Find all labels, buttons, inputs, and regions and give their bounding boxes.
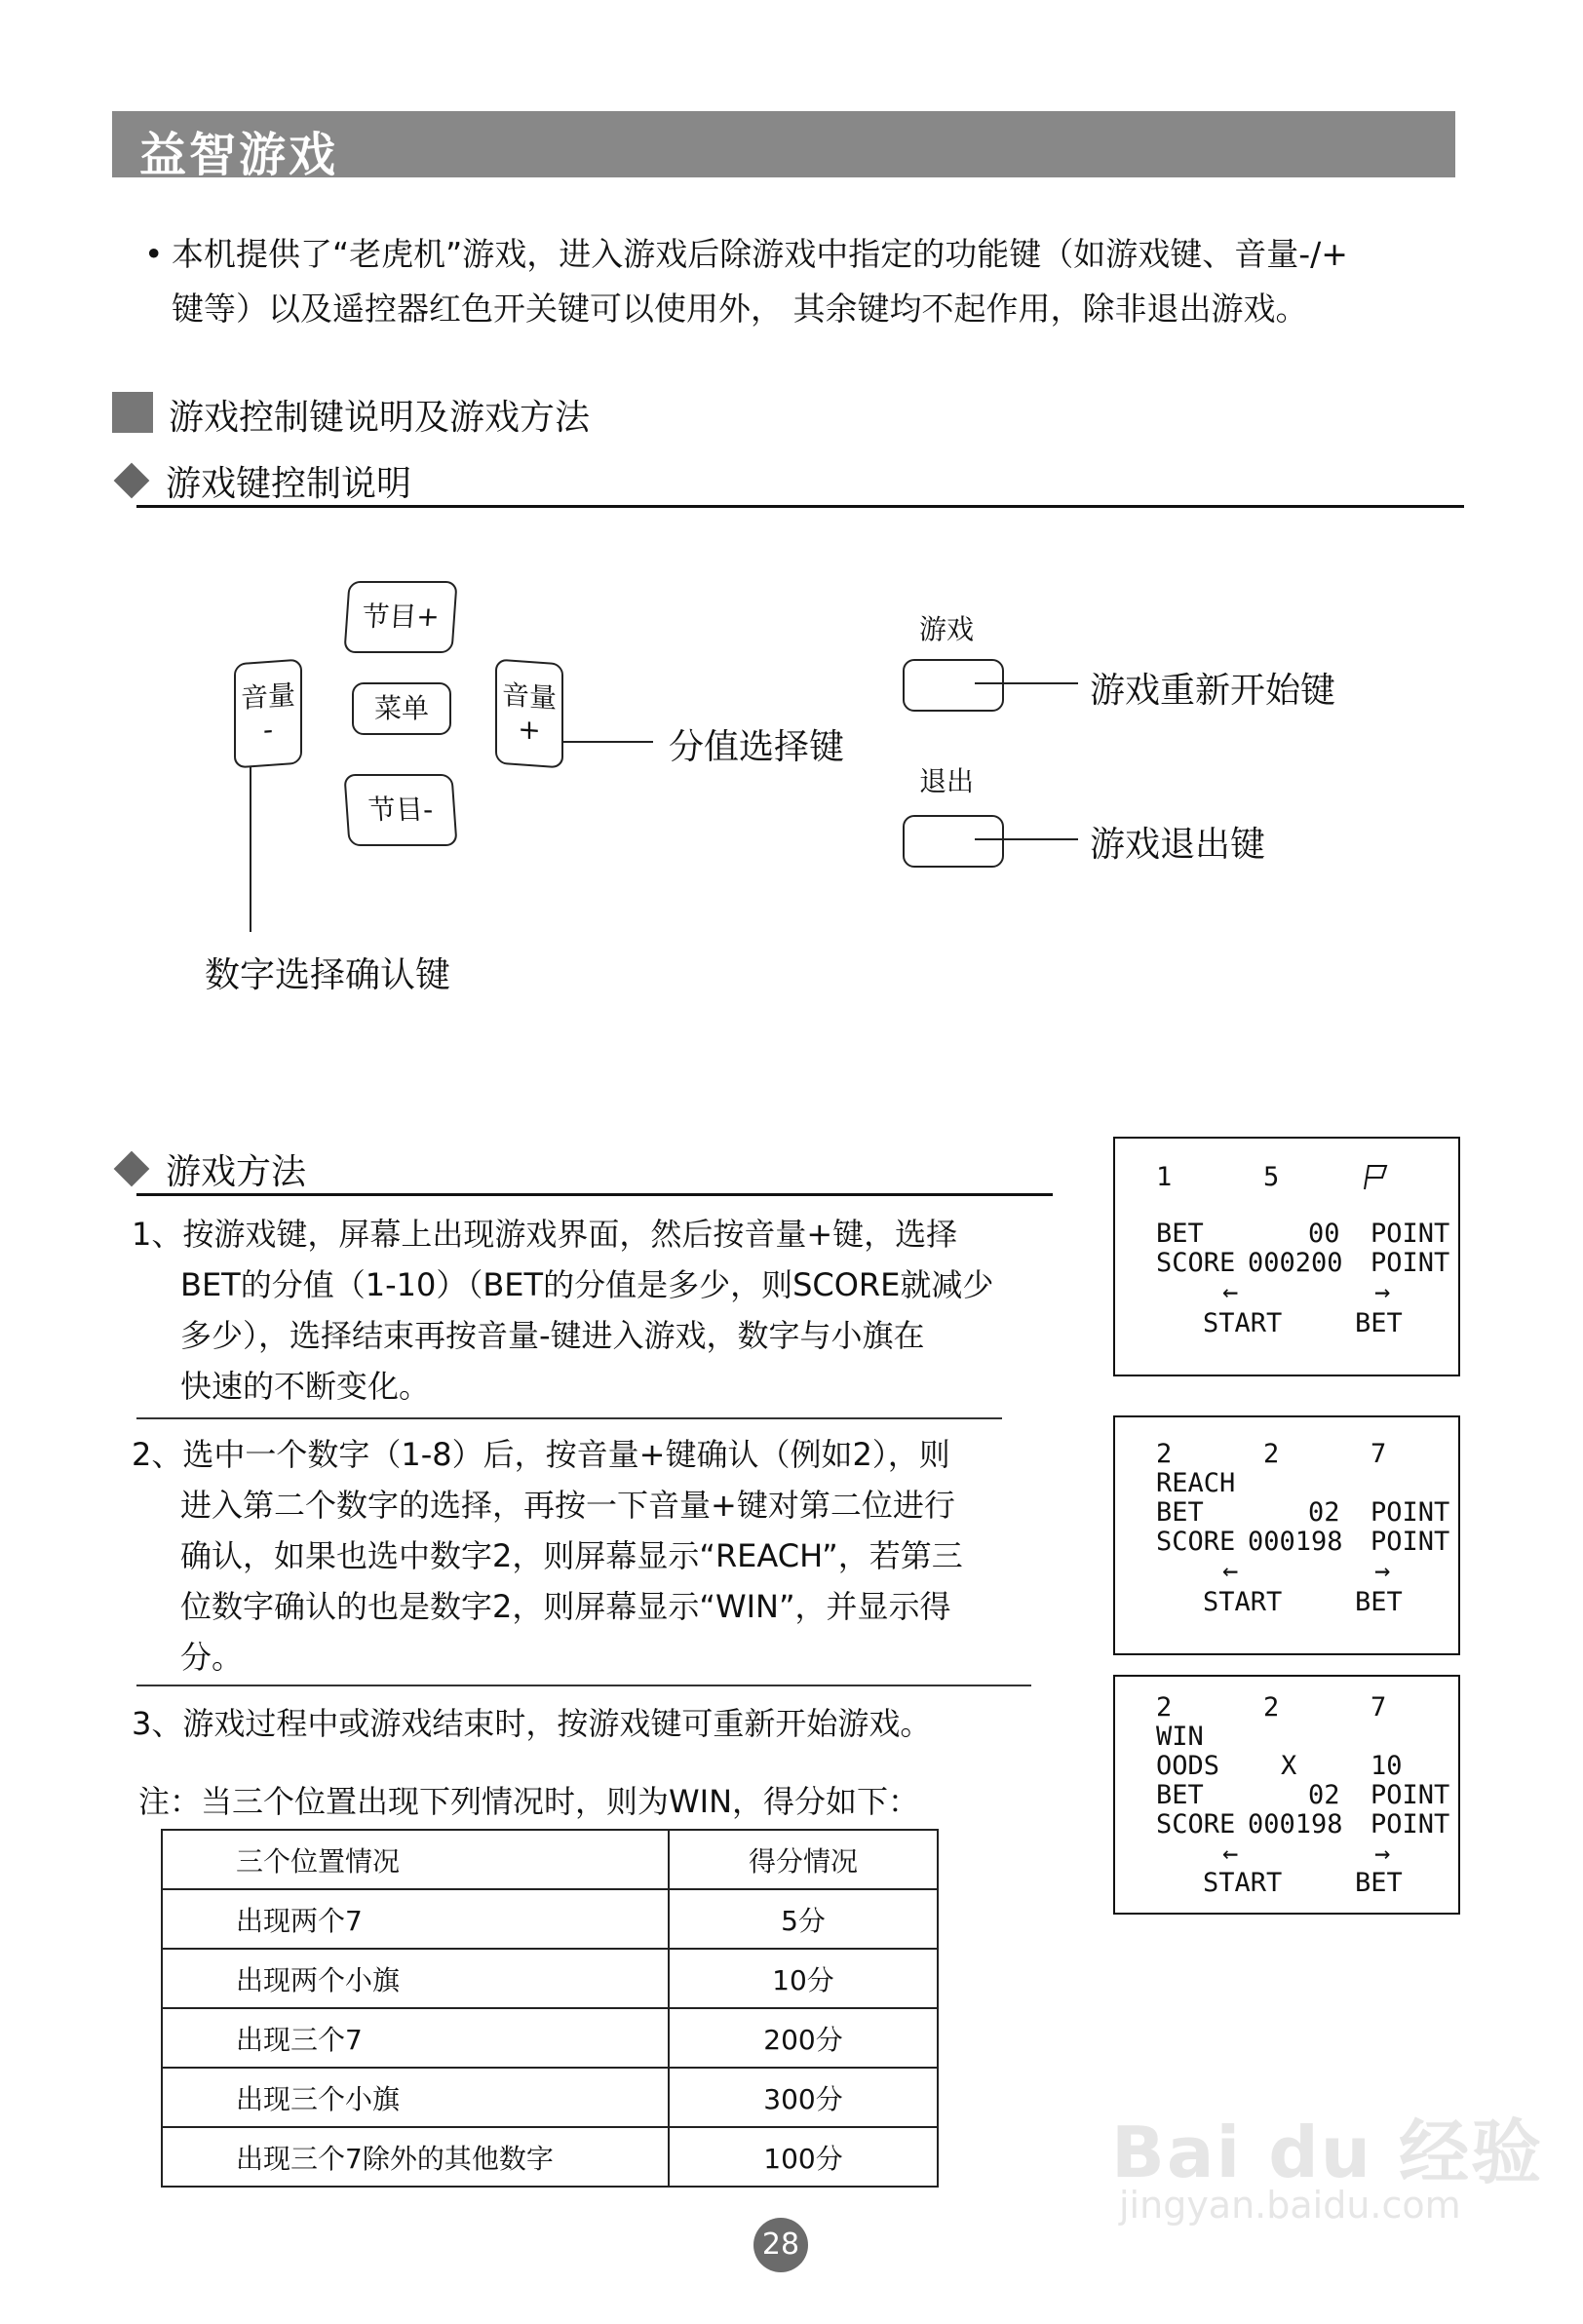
divider [136,1417,1002,1419]
table-cell: 300分 [669,2068,938,2127]
table-cell: 5分 [669,1889,938,1949]
right-arrow-icon: → [1374,1277,1391,1307]
channel-plus-key: 节目+ [343,581,457,653]
table-cell: 100分 [669,2127,938,2187]
right-arrow-icon: → [1374,1556,1391,1586]
exit-key [903,815,1004,868]
game-key-caption: 游戏 [919,613,975,645]
diamond-icon [114,1151,150,1187]
table-cell: 出现三个7除外的其他数字 [162,2127,669,2187]
bullet-icon: • [144,235,164,273]
table-cell: 200分 [669,2008,938,2068]
game-exit-label: 游戏退出键 [1090,825,1266,865]
divider [136,505,1464,508]
watermark-logo: Bai du 经验 [1111,2111,1544,2193]
menu-key: 菜单 [352,682,451,735]
volume-plus-key: 音量 + [495,659,563,769]
title-bar [112,111,1455,182]
status-text: REACH [1156,1468,1236,1498]
table-cell: 出现三个小旗 [162,2068,669,2127]
left-arrow-icon: ← [1222,1277,1239,1307]
leader-line [563,741,653,743]
left-arrow-icon: ← [1222,1839,1239,1869]
game-key [903,659,1004,712]
table-header-cell: 得分情况 [669,1830,938,1889]
channel-minus-key: 节目- [343,774,457,846]
game-screen-2: 2 2 7 REACH BET 02 POINT SCORE 000198 POINT ← → START BET [1113,1415,1460,1655]
score-select-label: 分值选择键 [669,727,845,767]
leader-line [975,682,1078,684]
digit-confirm-label: 数字选择确认键 [205,955,451,995]
leader-line [975,838,1078,840]
step-3: 3、游戏过程中或游戏结束时，按游戏键可重新开始游戏。 [132,1705,932,1742]
divider [136,1193,1053,1196]
table-cell: 出现两个7 [162,1889,669,1949]
step-1: 1、按游戏键，屏幕上出现游戏界面，然后按音量+键，选择 BET的分值（1-10）（BET的分值是多少，则SCORE就减少 多少），选择结束再按音量-键进入游戏，数字与小旗在 快速的不断变化。 [132,1216,994,1405]
subsection-keys-title: 游戏键控制说明 [166,464,412,504]
exit-key-caption: 退出 [919,765,975,797]
volume-minus-key: 音量 - [234,659,302,769]
table-header-row [162,1830,938,1889]
status-text: WIN [1156,1722,1204,1752]
score-table [161,1829,939,2188]
diamond-icon [114,463,150,499]
left-arrow-icon: ← [1222,1556,1239,1586]
table-cell: 10分 [669,1949,938,2008]
game-screen-1: 1 5 BET 00 POINT SCORE 000200 POINT ← → START BET [1113,1137,1460,1376]
table-row [162,2127,938,2187]
step-2: 2、选中一个数字（1-8）后，按音量+键确认（例如2），则 进入第二个数字的选择，再按一下音量+键对第二位进行 确认，如果也选中数字2，则屏幕显示“REACH”，若第三 位数字确认的也是数字2，则屏幕显示“WIN”，并显示得 分。 [132,1436,963,1676]
watermark-url: jingyan.baidu.com [1119,2184,1461,2227]
game-restart-label: 游戏重新开始键 [1090,671,1336,711]
page-number: 28 [753,2218,808,2272]
divider [136,1685,1031,1686]
flag-icon [1361,1162,1388,1191]
game-screen-3: 2 2 7 WIN OODS X 10 BET 02 POINT SCORE 000198 POINT ← → START BET [1113,1675,1460,1915]
intro-line-1: 本机提供了“老虎机”游戏，进入游戏后除游戏中指定的功能键（如游戏键、音量-/+ [172,235,1348,273]
right-arrow-icon: → [1374,1839,1391,1869]
subsection-method-title: 游戏方法 [166,1152,307,1192]
table-row [162,2068,938,2127]
table-row [162,1889,938,1949]
table-cell: 出现三个7 [162,2008,669,2068]
page-title: 益智游戏 [139,128,339,182]
table-row [162,2008,938,2068]
table-header-cell: 三个位置情况 [162,1830,669,1889]
leader-line [250,766,251,932]
section-title: 游戏控制键说明及游戏方法 [169,398,591,438]
section-square-icon [112,392,153,433]
intro-paragraph [146,227,1491,336]
note: 注：当三个位置出现下列情况时，则为WIN，得分如下： [138,1783,920,1820]
table-row [162,1949,938,2008]
table-cell: 出现两个小旗 [162,1949,669,2008]
intro-line-2: 键等）以及遥控器红色开关键可以使用外， 其余键均不起作用，除非退出游戏。 [172,290,1308,328]
